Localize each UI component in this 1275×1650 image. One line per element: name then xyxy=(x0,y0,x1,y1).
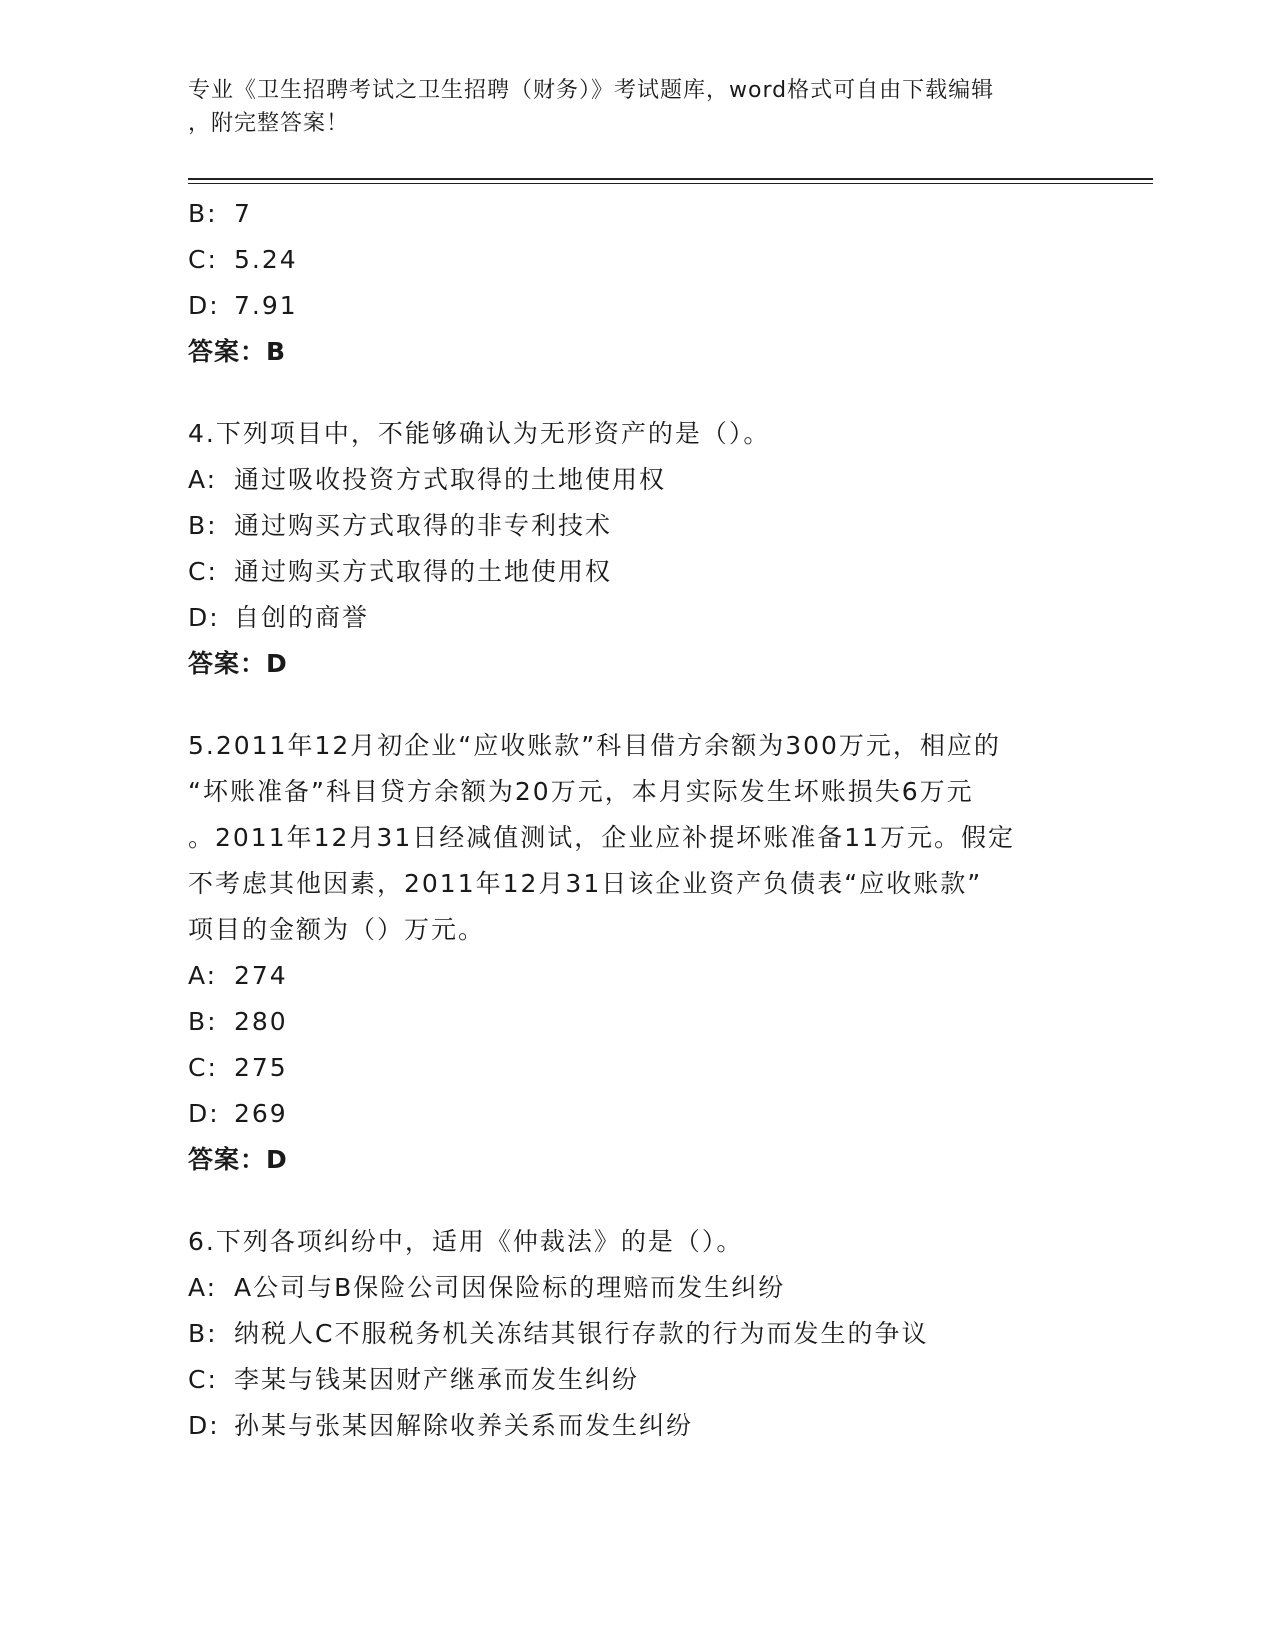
header-title-line-1: 专业《卫生招聘考试之卫生招聘（财务）》考试题库，word格式可自由下载编辑 xyxy=(188,78,995,103)
question-stem: 4.下列项目中，不能够确认为无形资产的是（）。 xyxy=(188,419,771,448)
document-header xyxy=(188,74,1088,140)
option-letter: B: xyxy=(188,1007,218,1036)
option-letter: A: xyxy=(188,1273,218,1302)
question-stem-line: 不考虑其他因素，2011年12月31日该企业资产负债表“应收账款” xyxy=(188,869,983,898)
option-text: 280 xyxy=(234,1007,288,1036)
option-row xyxy=(188,503,1088,549)
question-6 xyxy=(188,1219,1088,1449)
question-4 xyxy=(188,411,1088,687)
question-stem-line: 5.2011年12月初企业“应收账款”科目借方余额为300万元，相应的 xyxy=(188,731,1001,760)
question-spacer xyxy=(188,1183,1088,1219)
question-spacer xyxy=(188,687,1088,723)
option-text: 5.24 xyxy=(234,245,298,274)
option-row xyxy=(188,1265,1088,1311)
option-row xyxy=(188,1403,1088,1449)
option-text: 自创的商誉 xyxy=(234,603,370,632)
option-letter: A: xyxy=(188,961,218,990)
answer-line: 答案：D xyxy=(188,649,288,678)
option-letter: D: xyxy=(188,291,220,320)
option-text: 275 xyxy=(234,1053,288,1082)
option-row xyxy=(188,237,1088,283)
answer-line: 答案：D xyxy=(188,1145,288,1174)
option-letter: C: xyxy=(188,557,218,586)
option-letter: C: xyxy=(188,1053,218,1082)
option-letter: B: xyxy=(188,511,218,540)
option-text: 孙某与张某因解除收养关系而发生纠纷 xyxy=(234,1411,694,1440)
option-letter: B: xyxy=(188,199,218,228)
option-text: 通过吸收投资方式取得的土地使用权 xyxy=(234,465,667,494)
option-text: 274 xyxy=(234,961,288,990)
question-list xyxy=(188,191,1088,1449)
option-text: 7.91 xyxy=(234,291,298,320)
option-row xyxy=(188,953,1088,999)
option-row xyxy=(188,283,1088,329)
option-row xyxy=(188,549,1088,595)
question-spacer xyxy=(188,375,1088,411)
option-letter: B: xyxy=(188,1319,218,1348)
option-letter: D: xyxy=(188,1099,220,1128)
option-row xyxy=(188,595,1088,641)
header-rule-thick xyxy=(188,178,1153,180)
option-letter: C: xyxy=(188,1365,218,1394)
question-5 xyxy=(188,723,1088,1183)
question-stem: 6.下列各项纠纷中，适用《仲裁法》的是（）。 xyxy=(188,1227,744,1256)
option-row xyxy=(188,1357,1088,1403)
question-3-tail xyxy=(188,191,1088,375)
option-text: 7 xyxy=(234,199,252,228)
option-row xyxy=(188,1045,1088,1091)
option-text: 李某与钱某因财产继承而发生纠纷 xyxy=(234,1365,640,1394)
option-row xyxy=(188,1091,1088,1137)
option-row xyxy=(188,999,1088,1045)
option-letter: A: xyxy=(188,465,218,494)
option-letter: C: xyxy=(188,245,218,274)
question-stem-line: 。2011年12月31日经减值测试，企业应补提坏账准备11万元。假定 xyxy=(188,823,1016,852)
answer-line: 答案：B xyxy=(188,337,287,366)
option-letter: D: xyxy=(188,603,220,632)
option-letter: D: xyxy=(188,1411,220,1440)
option-text: 通过购买方式取得的土地使用权 xyxy=(234,557,613,586)
option-text: 纳税人C不服税务机关冻结其银行存款的行为而发生的争议 xyxy=(234,1319,929,1348)
option-row xyxy=(188,457,1088,503)
header-rule-thin xyxy=(188,183,1153,184)
header-title-line-2: ，附完整答案！ xyxy=(188,111,350,136)
option-text: 通过购买方式取得的非专利技术 xyxy=(234,511,613,540)
option-row xyxy=(188,191,1088,237)
option-text: A公司与B保险公司因保险标的理赔而发生纠纷 xyxy=(234,1273,786,1302)
option-text: 269 xyxy=(234,1099,288,1128)
question-stem-line: “坏账准备”科目贷方余额为20万元，本月实际发生坏账损失6万元 xyxy=(188,777,974,806)
option-row xyxy=(188,1311,1088,1357)
question-stem-line: 项目的金额为（）万元。 xyxy=(188,915,486,944)
